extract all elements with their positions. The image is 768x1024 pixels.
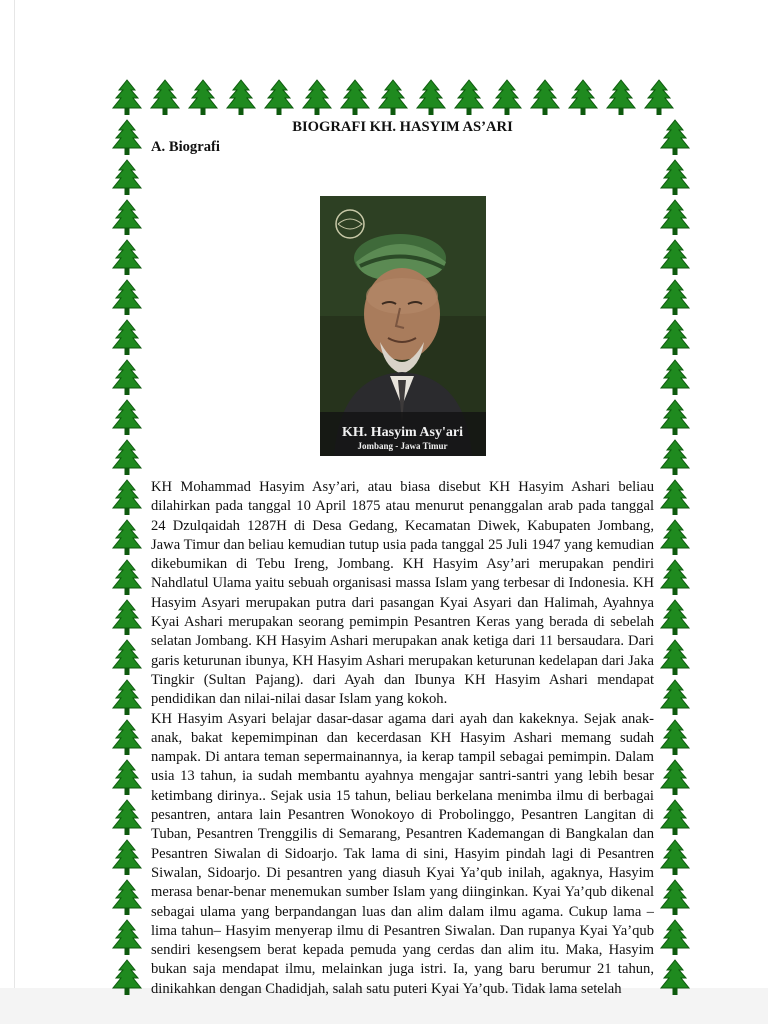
portrait-caption-place: Jombang - Jawa Timur <box>357 441 448 451</box>
tree-icon <box>656 878 694 918</box>
tree-icon <box>108 718 146 758</box>
tree-icon <box>602 78 640 118</box>
document-title: BIOGRAFI KH. HASYIM AS’ARI <box>292 119 513 135</box>
tree-icon <box>640 78 678 118</box>
tree-border-top <box>108 78 678 118</box>
tree-icon <box>184 78 222 118</box>
tree-icon <box>108 918 146 958</box>
tree-icon <box>298 78 336 118</box>
portrait-illustration <box>320 196 486 456</box>
tree-icon <box>108 358 146 398</box>
portrait-image <box>320 196 486 456</box>
tree-icon <box>336 78 374 118</box>
tree-icon <box>656 238 694 278</box>
tree-icon <box>656 358 694 398</box>
tree-icon <box>108 198 146 238</box>
paragraph-1: KH Mohammad Hasyim Asy’ari, atau biasa disebut KH Hasyim Ashari beliau dilahirkan pada tanggal 10 April 1875 atau menurut penanggalan arab pada tanggal 24 Dzulqaidah 1287H di Desa Gedang, Kecamatan Diwek, Kabupaten Jombang, Jawa Timur dan beliau kemudian tutup usia pada tanggal 25 Juli 1947 yang kemudian dikebumikan di Tebu Ireng, Jombang. KH Hasyim Asy’ari merupakan pendiri Nahdlatul Ulama yaitu sebuah organisasi massa Islam yang terbesar di Indonesia. KH Hasyim Asyari merupakan putra dari pasangan Kyai Asyari dan Halimah, Ayahnya Kyai Ashari merupakan seorang pemimpin Pesantren Keras yang berada di sebelah selatan Jombang. KH Hasyim Ashari merupakan anak ketiga dari 11 bersaudara. Dari garis keturunan ibunya, KH Hasyim Ashari merupakan keturunan kedelapan dari Jaka Tingkir (Sultan Pajang). dari Ayah dan Ibunya KH Hasyim Ashari mendapat pendidikan dan nilai-nilai dasar Islam yang kokoh. <box>151 479 654 708</box>
tree-icon <box>656 198 694 238</box>
tree-icon <box>108 758 146 798</box>
tree-icon <box>488 78 526 118</box>
tree-icon <box>564 78 602 118</box>
tree-icon <box>108 958 146 998</box>
tree-icon <box>108 398 146 438</box>
paragraph-2: KH Hasyim Asyari belajar dasar-dasar agama dari ayah dan kakeknya. Sejak anak-anak, bakat kepemimpinan dan kecerdasan KH Hasyim Ashari memang sudah nampak. Di antara teman sepermainannya, ia kerap tampil sebagai pemimpin. Dalam usia 13 tahun, ia sudah membantu ayahnya mengajar santri-santri yang lebih besar ketimbang dirinya.. Sejak usia 15 tahun, beliau berkelana menimba ilmu di berbagai pesantren, antara lain Pesantren Wonokoyo di Probolinggo, Pesantren Langitan di Tuban, Pesantren Trenggilis di Semarang, Pesantren Kademangan di Bangkalan dan Pesantren Siwalan di Sidoarjo. Tak lama di sini, Hasyim pindah lagi di Pesantren Siwalan, Sidoarjo. Di pesantren yang diasuh Kyai Ya’qub inilah, agaknya, Hasyim merasa benar-benar menemukan sumber Islam yang diinginkan. Kyai Ya’qub dikenal sebagai ulama yang berpandangan luas dan alim dalam ilmu agama. Cukup lama – lima tahun– Hasyim menyerap ilmu di Pesantren Siwalan. Dan rupanya Kyai Ya’qub sendiri kesengsem berat kepada pemuda yang cerdas dan alim itu. Maka, Hasyim bukan saja mendapat ilmu, melainkan juga istri. Ia, yang baru berumur 21 tahun, dinikahkan dengan Chadidjah, salah satu puteri Kyai Ya’qub. Tidak lama setelah <box>151 710 654 997</box>
tree-icon <box>656 278 694 318</box>
tree-icon <box>656 318 694 358</box>
tree-icon <box>450 78 488 118</box>
tree-icon <box>108 478 146 518</box>
tree-icon <box>108 638 146 678</box>
tree-icon <box>656 598 694 638</box>
tree-icon <box>260 78 298 118</box>
tree-border-right <box>656 118 694 998</box>
tree-icon <box>108 598 146 638</box>
tree-icon <box>656 478 694 518</box>
tree-border-left <box>108 118 146 998</box>
portrait-caption <box>320 425 486 452</box>
tree-icon <box>108 78 146 118</box>
tree-icon <box>656 798 694 838</box>
tree-icon <box>108 558 146 598</box>
paragraphs <box>151 478 654 1002</box>
tree-icon <box>108 158 146 198</box>
tree-icon <box>656 638 694 678</box>
tree-icon <box>656 518 694 558</box>
tree-icon <box>526 78 564 118</box>
tree-icon <box>656 758 694 798</box>
document-body <box>151 118 654 1002</box>
tree-icon <box>656 158 694 198</box>
tree-icon <box>656 678 694 718</box>
tree-icon <box>146 78 184 118</box>
tree-icon <box>108 238 146 278</box>
tree-icon <box>108 518 146 558</box>
tree-icon <box>108 878 146 918</box>
portrait-caption-name: KH. Hasyim Asy'ari <box>342 425 463 440</box>
tree-icon <box>656 438 694 478</box>
tree-icon <box>656 918 694 958</box>
tree-icon <box>656 558 694 598</box>
section-heading: A. Biografi <box>151 139 220 155</box>
tree-icon <box>108 438 146 478</box>
tree-icon <box>108 318 146 358</box>
page-edge <box>14 0 15 988</box>
tree-icon <box>222 78 260 118</box>
tree-icon <box>108 118 146 158</box>
tree-icon <box>656 118 694 158</box>
tree-icon <box>412 78 450 118</box>
tree-icon <box>108 838 146 878</box>
tree-icon <box>656 838 694 878</box>
tree-icon <box>108 798 146 838</box>
tree-icon <box>656 718 694 758</box>
tree-icon <box>374 78 412 118</box>
tree-icon <box>656 398 694 438</box>
tree-icon <box>656 958 694 998</box>
tree-icon <box>108 678 146 718</box>
tree-icon <box>108 278 146 318</box>
